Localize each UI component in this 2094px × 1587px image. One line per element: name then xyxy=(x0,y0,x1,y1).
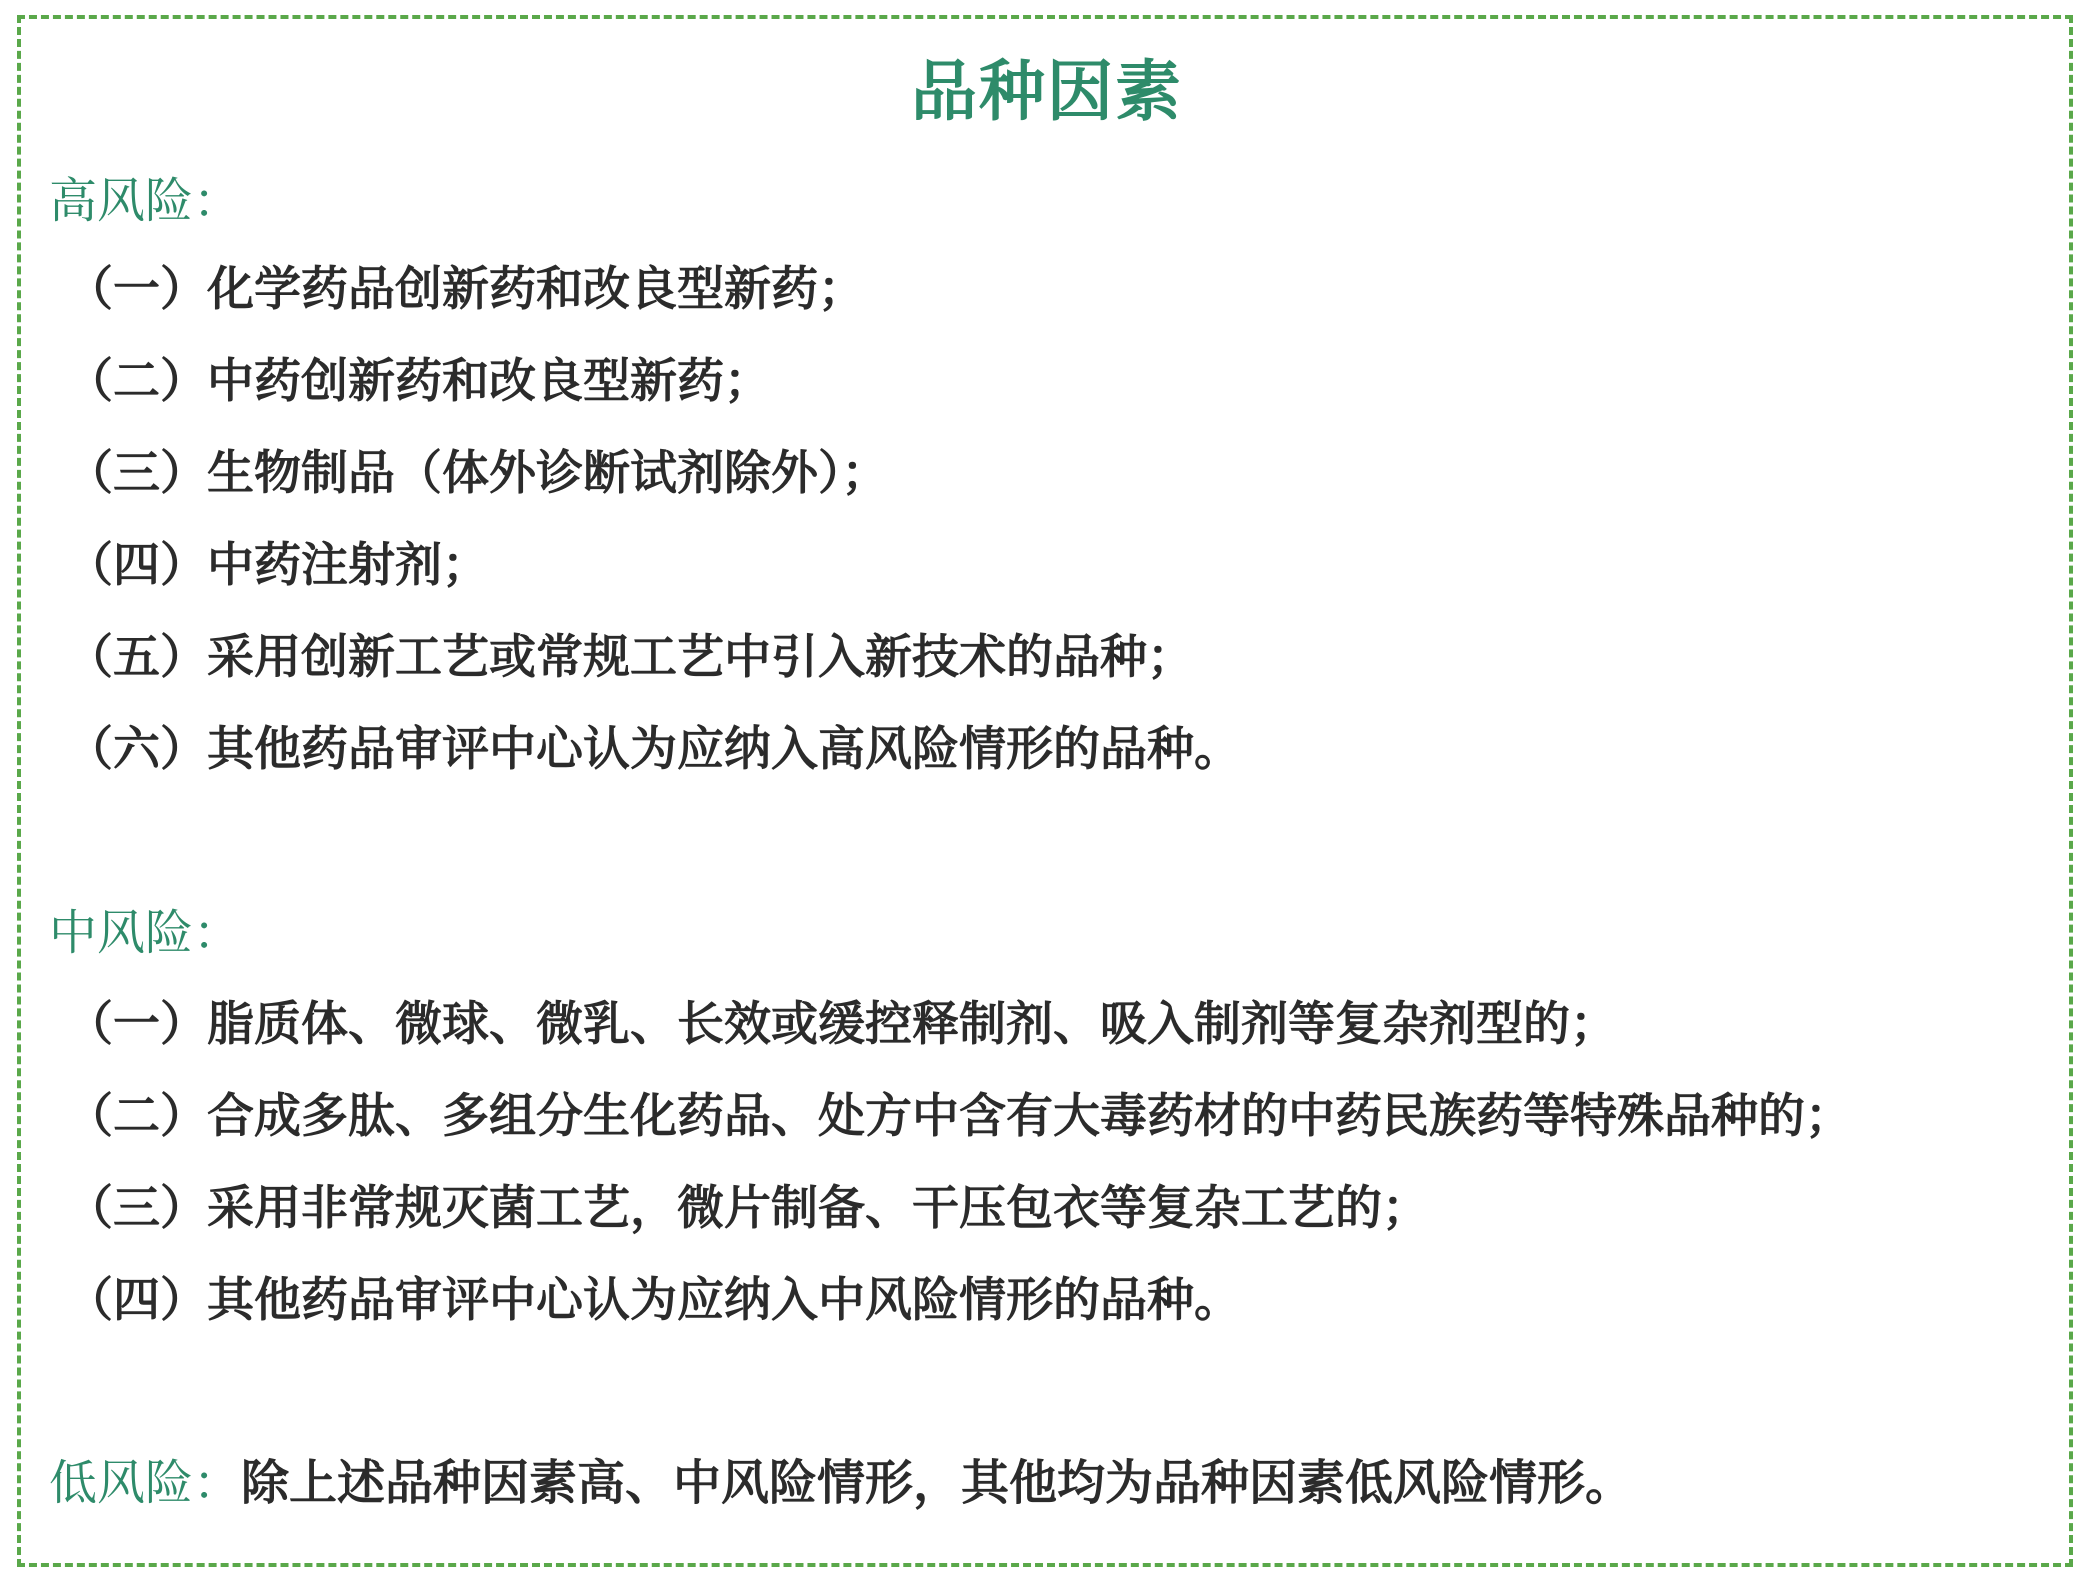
low-risk-text: 除上述品种因素高、中风险情形，其他均为品种因素低风险情形。 xyxy=(241,1455,1634,1511)
medium-risk-item-4: （四）其他药品审评中心认为应纳入中风险情形的品种。 xyxy=(66,1273,1241,1328)
medium-risk-item-1: （一）脂质体、微球、微乳、长效或缓控释制剂、吸入制剂等复杂剂型的； xyxy=(66,997,1617,1052)
medium-risk-heading: 中风险： xyxy=(49,905,242,961)
medium-risk-item-2: （二）合成多肽、多组分生化药品、处方中含有大毒药材的中药民族药等特殊品种的； xyxy=(66,1089,1852,1144)
medium-risk-item-3: （三）采用非常规灭菌工艺，微片制备、干压包衣等复杂工艺的； xyxy=(66,1181,1429,1236)
high-risk-item-5: （五）采用创新工艺或常规工艺中引入新技术的品种； xyxy=(66,630,1194,685)
low-risk-heading: 低风险： xyxy=(49,1455,242,1511)
low-risk-line xyxy=(49,1448,1633,1518)
high-risk-item-4: （四）中药注射剂； xyxy=(66,538,489,593)
high-risk-item-2: （二）中药创新药和改良型新药； xyxy=(66,354,771,409)
page-title: 品种因素 xyxy=(911,53,1183,130)
high-risk-item-1: （一）化学药品创新药和改良型新药； xyxy=(66,262,865,317)
high-risk-heading: 高风险： xyxy=(49,173,242,229)
high-risk-item-3: （三）生物制品（体外诊断试剂除外）； xyxy=(66,446,889,501)
high-risk-item-6: （六）其他药品审评中心认为应纳入高风险情形的品种。 xyxy=(66,722,1241,777)
